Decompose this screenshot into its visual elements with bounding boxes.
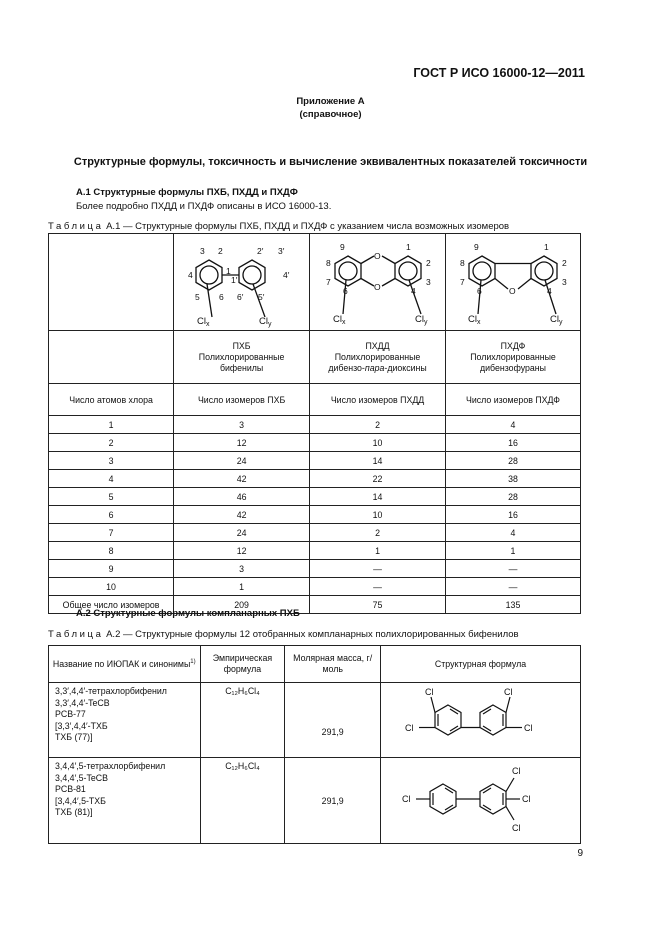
total-pcdf: 135 <box>446 596 581 614</box>
annex-title: Приложение А <box>296 96 365 107</box>
total-pcb: 209 <box>174 596 310 614</box>
pcdd-name-cell: ПХДД Полихлорированные дибензо-пара-диоксины <box>310 331 446 384</box>
pcdf-isomers-cell: 28 <box>446 452 581 470</box>
pcb81-formula: C₁₂H₆Cl₄ <box>200 758 285 844</box>
pcb-pos-5: 5 <box>194 292 200 302</box>
pcb-pos-6p: 6′ <box>236 292 243 302</box>
header-molar-mass: Молярная масса, г/моль <box>285 646 381 683</box>
pcdd-clx-label: $Cl_x$ <box>332 314 346 326</box>
pcb77-names: 3,3′,4,4′-тетрахлорбифенил 3,3′,4,4′-TeCB PCB-77 [3,3′,4,4′-ТХБ ТХБ (77)] <box>49 683 201 758</box>
pcb-isomers-cell: 42 <box>174 470 310 488</box>
pcdd-isomers-cell: 14 <box>310 488 446 506</box>
pcb81-structure-diagram <box>383 758 578 841</box>
pcdd-isomers-cell: 2 <box>310 416 446 434</box>
header-pcdd-isomers: Число изомеров ПХДД <box>310 384 446 416</box>
pcdd-pos-6: 6 <box>342 286 348 296</box>
empty-corner-cell <box>49 234 174 331</box>
table-row <box>49 506 581 524</box>
pcb-cly-label: $Cl_y$ <box>258 316 272 328</box>
pcb-isomers-cell: 12 <box>174 542 310 560</box>
pcdf-isomers-cell: 1 <box>446 542 581 560</box>
chlorine-count-cell: 4 <box>49 470 174 488</box>
total-label: Общее число изомеров <box>49 596 174 614</box>
chlorine-count-cell: 8 <box>49 542 174 560</box>
pcdf-structure-diagram <box>448 234 578 328</box>
main-title: Структурные формулы, токсичность и вычисление эквивалентных показателей токсичности <box>73 156 588 168</box>
pcb-pos-2: 2 <box>217 246 223 256</box>
pcb77-cl-4: Cl <box>405 723 414 733</box>
empty-name-cell <box>49 331 174 384</box>
pcb-structure-cell <box>174 234 310 331</box>
table-row <box>49 470 581 488</box>
pcdd-structure-cell <box>310 234 446 331</box>
document-header: ГОСТ Р ИСО 16000-12—2011 <box>413 66 585 80</box>
pcdf-pos-3: 3 <box>562 277 567 287</box>
pcb-isomers-cell: 1 <box>174 578 310 596</box>
pcdf-isomers-cell: 4 <box>446 524 581 542</box>
chlorine-count-cell: 1 <box>49 416 174 434</box>
header-structure: Структурная формула <box>381 646 581 683</box>
annex-subtitle: (справочное) <box>299 109 362 120</box>
pcb81-cl-4p: Cl <box>402 794 411 804</box>
header-chlorine-count: Число атомов хлора <box>49 384 174 416</box>
pcdd-structure-diagram <box>313 234 443 328</box>
pcdd-pos-7: 7 <box>325 277 331 287</box>
pcdf-oxygen: O <box>509 286 516 296</box>
table1-caption-text: А.1 — Структурные формулы ПХБ, ПХДД и ПХДФ с указанием числа возможных изомеров <box>106 221 510 232</box>
pcb77-structure-cell <box>381 683 581 758</box>
pcdd-pos-8: 8 <box>325 258 331 268</box>
pcdf-pos-1: 1 <box>544 242 549 252</box>
pcdd-isomers-cell: 10 <box>310 506 446 524</box>
pcdd-isomers-cell: 1 <box>310 542 446 560</box>
pcb77-mass: 291,9 <box>285 683 381 758</box>
pcdf-pos-6: 6 <box>477 286 482 296</box>
pcdd-isomers-cell: 14 <box>310 452 446 470</box>
pcb-isomers-cell: 42 <box>174 506 310 524</box>
pcb77-cl-3: Cl <box>425 687 434 697</box>
total-pcdd: 75 <box>310 596 446 614</box>
pcdd-isomers-cell: — <box>310 578 446 596</box>
table-row <box>49 524 581 542</box>
pcdf-name-cell: ПХДФ Полихлорированные дибензофураны <box>446 331 581 384</box>
pcb-isomers-cell: 46 <box>174 488 310 506</box>
table-row <box>49 542 581 560</box>
pcb-pos-3p: 3′ <box>277 246 284 256</box>
pcb81-names: 3,4,4′,5-тетрахлорбифенил 3,4,4′,5-TeCB PCB-81 [3,4,4′,5-ТХБ ТХБ (81)] <box>49 758 201 844</box>
chlorine-count-cell: 10 <box>49 578 174 596</box>
pcb77-cl-3p: Cl <box>504 687 513 697</box>
pcb-isomers-cell: 24 <box>174 524 310 542</box>
table2-caption-text: А.2 — Структурные формулы 12 отобранных компланарных полихлорированных бифенилов <box>106 629 519 640</box>
header-iupac-name: Название по ИЮПАК и синонимы$^{1)}$ <box>49 646 201 683</box>
coplanar-pcb-table <box>48 645 581 844</box>
table-row <box>49 416 581 434</box>
pcdd-isomers-cell: 10 <box>310 434 446 452</box>
pcb-isomers-cell: 12 <box>174 434 310 452</box>
pcb77-formula: C₁₂H₆Cl₄ <box>200 683 285 758</box>
pcdf-pos-7: 7 <box>460 277 465 287</box>
pcb-pos-1: 1 <box>225 266 231 276</box>
page-number: 9 <box>577 848 583 859</box>
pcdf-isomers-cell: 16 <box>446 506 581 524</box>
pcb81-structure-cell <box>381 758 581 844</box>
table2-caption-label: Таблица <box>48 629 104 640</box>
pcdd-pos-2: 2 <box>425 258 431 268</box>
pcdd-isomers-cell: 2 <box>310 524 446 542</box>
chlorine-count-cell: 7 <box>49 524 174 542</box>
table1-caption-label: Таблица <box>48 221 104 232</box>
pcdf-isomers-cell: 16 <box>446 434 581 452</box>
pcdf-cly-label: $Cl_y$ <box>550 314 563 326</box>
pcdf-pos-4: 4 <box>547 286 552 296</box>
pcb-pos-1p: 1′ <box>230 275 237 285</box>
pcdd-isomers-cell: — <box>310 560 446 578</box>
chlorine-count-cell: 2 <box>49 434 174 452</box>
header-pcdf-isomers: Число изомеров ПХДФ <box>446 384 581 416</box>
pcb-structure-diagram <box>177 234 307 328</box>
pcb81-cl-4: Cl <box>522 794 531 804</box>
pcb81-cl-3: Cl <box>512 766 521 776</box>
pcb-pos-6: 6 <box>218 292 224 302</box>
pcdd-isomers-cell: 22 <box>310 470 446 488</box>
pcb77-structure-diagram <box>383 683 578 755</box>
table-row <box>49 560 581 578</box>
pcdf-isomers-cell: 38 <box>446 470 581 488</box>
section-a2-title: А.2 Структурные формулы компланарных ПХБ <box>76 608 300 619</box>
pcdf-pos-9: 9 <box>474 242 479 252</box>
table2-caption <box>48 629 519 640</box>
table-row <box>49 452 581 470</box>
pcdd-pos-1: 1 <box>405 242 411 252</box>
table-row <box>49 434 581 452</box>
pcdd-pos-4: 4 <box>410 286 416 296</box>
pcdf-structure-cell <box>446 234 581 331</box>
pcb-clx-label: $Cl_x$ <box>196 316 210 328</box>
table-row <box>49 488 581 506</box>
pcdd-cly-label: $Cl_y$ <box>414 314 428 326</box>
pcdd-oxygen-top: O <box>373 251 381 261</box>
pcdf-pos-8: 8 <box>460 258 465 268</box>
pcdf-isomers-cell: 28 <box>446 488 581 506</box>
isomer-table <box>48 233 581 614</box>
pcdf-isomers-cell: 4 <box>446 416 581 434</box>
pcb-pos-5p: 5′ <box>257 292 264 302</box>
header-formula: Эмпирическая формула <box>200 646 285 683</box>
pcdd-pos-9: 9 <box>339 242 345 252</box>
header-pcb-isomers: Число изомеров ПХБ <box>174 384 310 416</box>
pcb-pos-4: 4 <box>187 270 193 280</box>
chlorine-count-cell: 9 <box>49 560 174 578</box>
section-a1-title: А.1 Структурные формулы ПХБ, ПХДД и ПХДФ <box>76 187 298 198</box>
pcb77-cl-4p: Cl <box>524 723 533 733</box>
chlorine-count-cell: 5 <box>49 488 174 506</box>
pcdf-isomers-cell: — <box>446 578 581 596</box>
pcdf-pos-2: 2 <box>562 258 567 268</box>
pcb-pos-4p: 4′ <box>282 270 289 280</box>
pcdf-isomers-cell: — <box>446 560 581 578</box>
pcdd-oxygen-bottom: O <box>373 282 381 292</box>
pcb-isomers-cell: 3 <box>174 416 310 434</box>
chlorine-count-cell: 6 <box>49 506 174 524</box>
chlorine-count-cell: 3 <box>49 452 174 470</box>
pcdf-clx-label: $Cl_x$ <box>468 314 481 326</box>
table-row <box>49 578 581 596</box>
pcb81-mass: 291,9 <box>285 758 381 844</box>
pcb-isomers-cell: 24 <box>174 452 310 470</box>
pcb81-cl-5: Cl <box>512 823 521 833</box>
pcdd-pos-3: 3 <box>425 277 431 287</box>
pcb-isomers-cell: 3 <box>174 560 310 578</box>
pcb-pos-2p: 2′ <box>256 246 263 256</box>
table1-caption <box>48 221 509 232</box>
section-a1-text: Более подробно ПХДД и ПХДФ описаны в ИСО 16000-13. <box>76 201 332 212</box>
pcb-name-cell: ПХБ Полихлорированные бифенилы <box>174 331 310 384</box>
pcb-pos-3: 3 <box>199 246 205 256</box>
